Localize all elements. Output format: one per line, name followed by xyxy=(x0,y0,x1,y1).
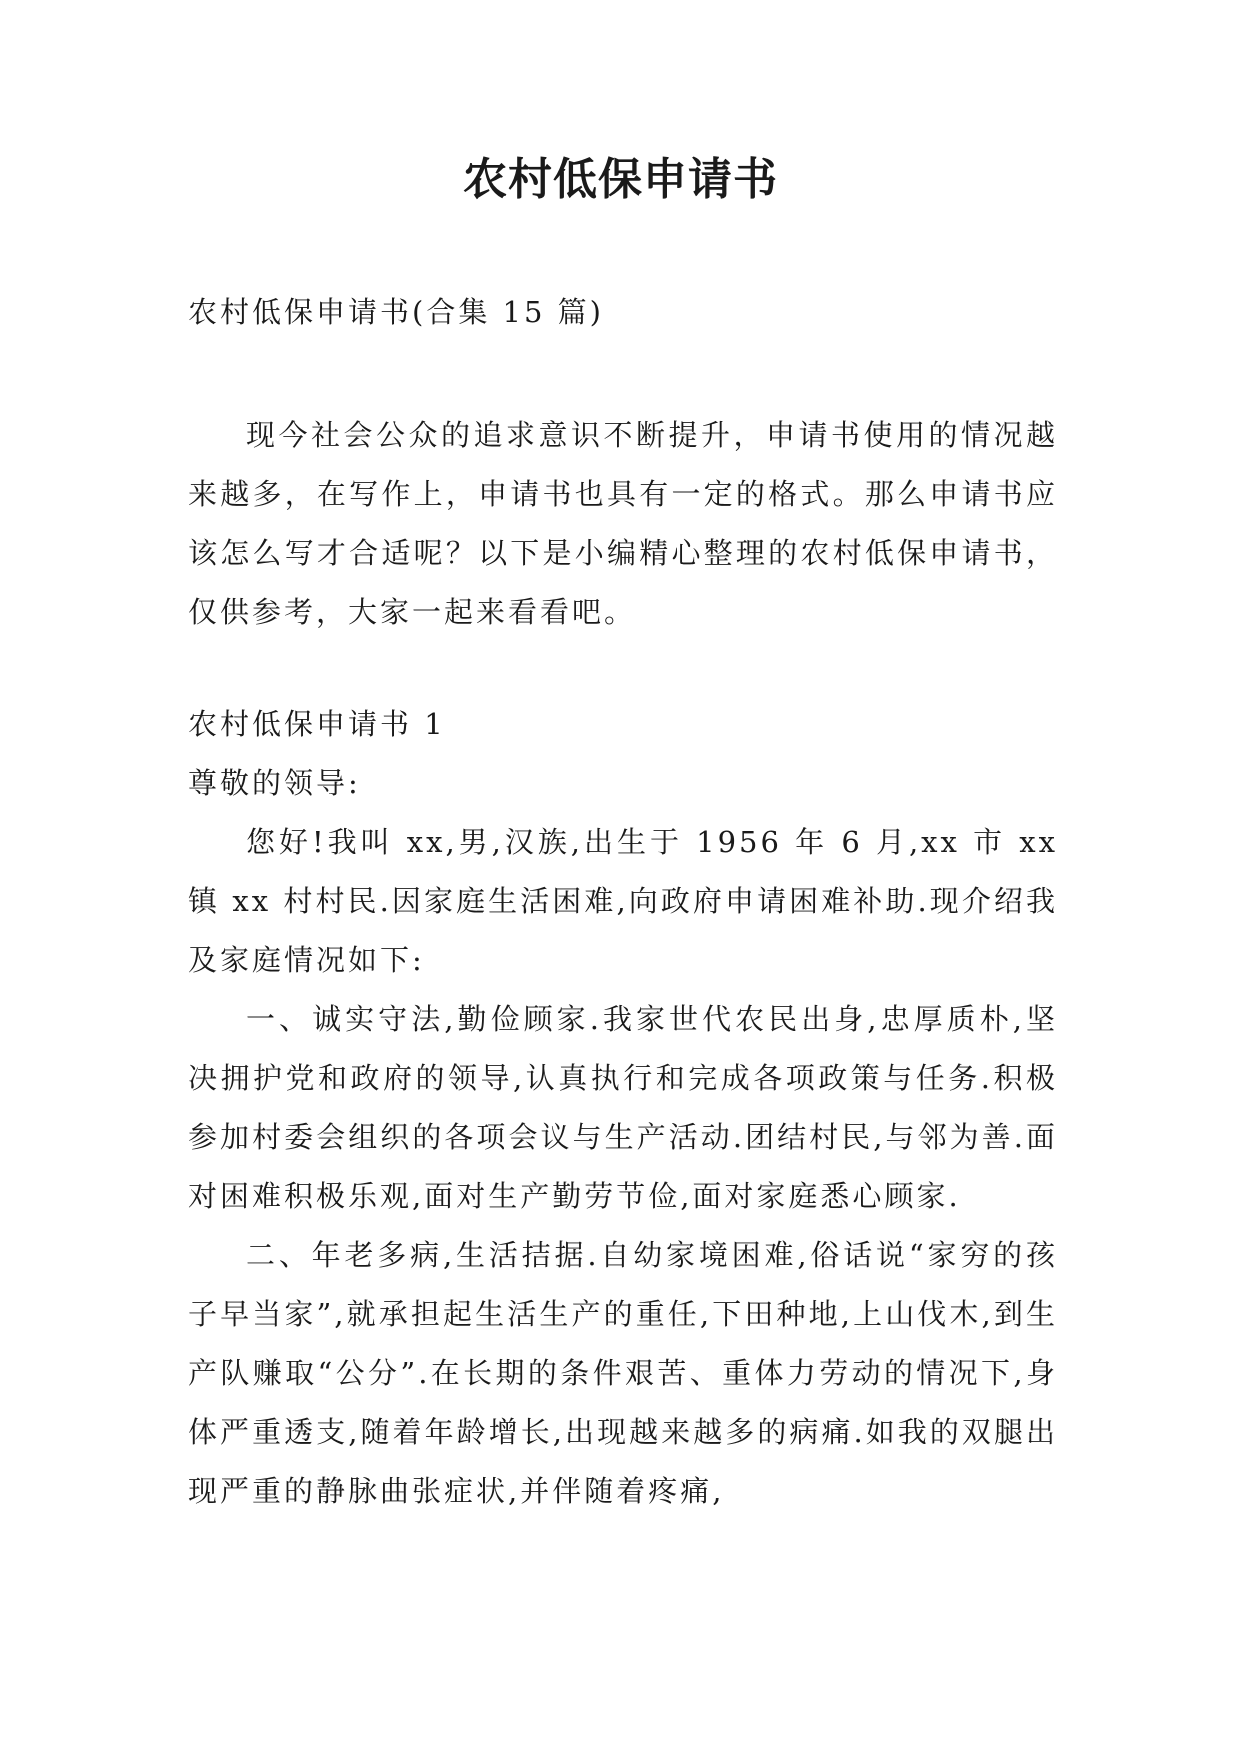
salutation: 尊敬的领导: xyxy=(188,766,361,800)
document-title: 农村低保申请书 xyxy=(463,154,778,205)
section-heading: 农村低保申请书 1 xyxy=(188,707,446,741)
body-paragraph: 二、年老多病,生活拮据.自幼家境困难,俗话说“家穷的孩子早当家”,就承担起生活生产的重任,下田种地,上山伐木,到生产队赚取“公分”.在长期的条件艰苦、重体力劳动的情况下,身体严重透支,随着年龄增长,出现越来越多的病痛.如我的双腿出现严重的静脉曲张症状,并伴随着疼痛, xyxy=(188,1238,1058,1508)
body-paragraph: 您好!我叫 xx,男,汉族,出生于 1956 年 6 月,xx 市 xx 镇 xx 村村民.因家庭生活困难,向政府申请困难补助.现介绍我及家庭情况如下: xyxy=(188,825,1058,977)
intro-paragraph: 现今社会公众的追求意识不断提升，申请书使用的情况越来越多，在写作上，申请书也具有一定的格式。那么申请书应该怎么写才合适呢？以下是小编精心整理的农村低保申请书，仅供参考，大家一起来看看吧。 xyxy=(188,418,1058,629)
body-paragraph: 一、诚实守法,勤俭顾家.我家世代农民出身,忠厚质朴,坚决拥护党和政府的领导,认真执行和完成各项政策与任务.积极参加村委会组织的各项会议与生产活动.团结村民,与邻为善.面对困难积极乐观,面对生产勤劳节俭,面对家庭悉心顾家. xyxy=(188,1002,1058,1213)
letter-section xyxy=(188,695,1058,1521)
intro-block xyxy=(188,406,1058,642)
document-subtitle: 农村低保申请书(合集 15 篇) xyxy=(188,295,604,329)
